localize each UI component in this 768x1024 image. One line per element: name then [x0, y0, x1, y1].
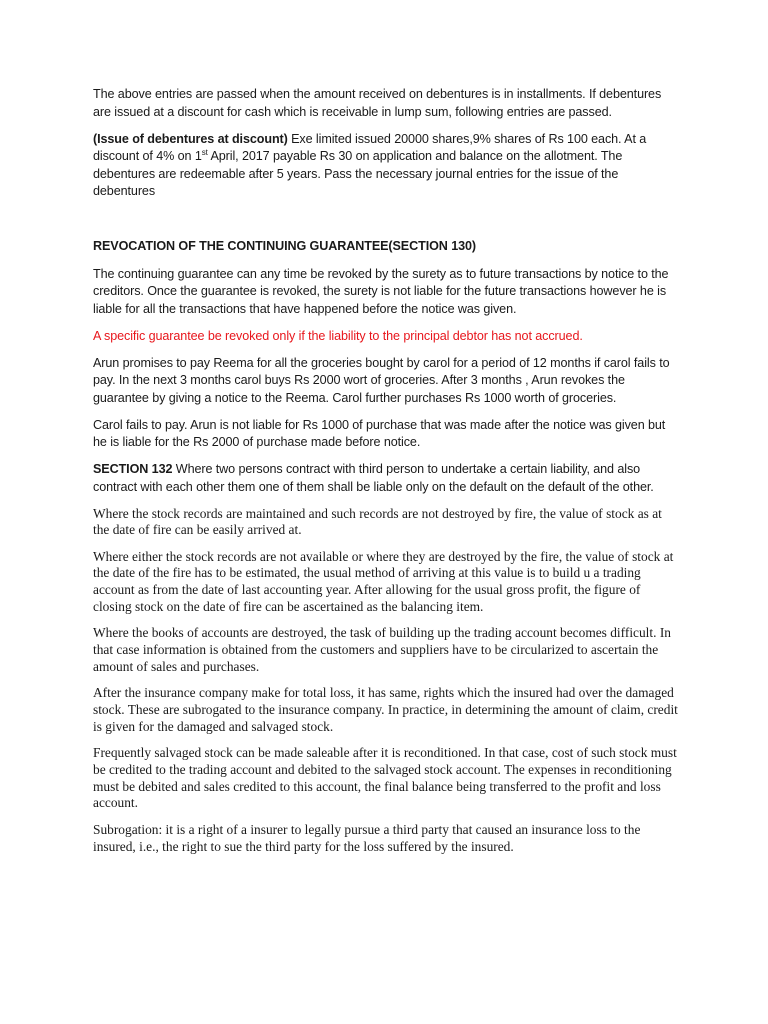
paragraph-insurance-total-loss: After the insurance company make for total loss, it has same, rights which the insured had over the damaged stock. These are subrogated to the insurance company. In practice, in determining the amount of claim, credit is given for the damaged and salvaged stock. — [93, 685, 678, 734]
paragraph-stock-records-destroyed: Where either the stock records are not available or where they are destroyed by the fire, the value of stock at the date of the fire has to be estimated, the usual method of arriving at this value is to build u a trading account as from the date of last accounting year. After allowing for the usual gross profit, the figure of closing stock on the date of fire can be ascertained as the balancing item. — [93, 548, 674, 614]
paragraph-subrogation: Subrogation: it is a right of a insurer to legally pursue a third party that caused an insurance loss to the insured, i.e., the right to sue the third party for the loss suffered by the insured. — [93, 821, 641, 854]
example-text-a: Exe limited issued 20000 shares,9% shares of Rs 100 each. At a discount of 4% on 1 — [93, 131, 647, 163]
document-body — [93, 86, 678, 865]
paragraph-installments: The above entries are passed when the amount received on debentures is in installments. If debentures are issued at a discount for cash which is receivable in lump sum, following entries are passed. — [93, 87, 662, 119]
paragraph-arun-example: Arun promises to pay Reema for all the groceries bought by carol for a period of 12 months if carol fails to pay. In the next 3 months carol buys Rs 2000 wort of groceries. After 3 months , Arun revokes the guarantee by giving a notice to the Reema. Carol further purchases Rs 1000 worth of groceries. — [93, 355, 670, 405]
paragraph-books-destroyed: Where the books of accounts are destroyed, the task of building up the trading account becomes difficult. In that case information is obtained from the customers and suppliers have to be circularized to ascertain the amount of sales and purchases. — [93, 625, 671, 674]
paragraph-carol-fails: Carol fails to pay. Arun is not liable for Rs 1000 of purchase that was made after the notice was given but he is liable for the Rs 2000 of purchase made before notice. — [93, 417, 666, 449]
example-title: (Issue of debentures at discount) — [93, 131, 288, 146]
ordinal-suffix: st — [201, 147, 208, 157]
section-heading-revocation: REVOCATION OF THE CONTINUING GUARANTEE(SECTION 130) — [93, 239, 476, 253]
paragraph-debenture-discount-example — [93, 131, 678, 201]
section-132-text: Where two persons contract with third person to undertake a certain liability, and also contract with each other them one of them shall be liable only on the default on the default of the other. — [93, 462, 654, 494]
paragraph-stock-records-maintained: Where the stock records are maintained and such records are not destroyed by fire, the value of stock as at the date of fire can be easily arrived at. — [93, 505, 662, 538]
paragraph-section-132 — [93, 461, 678, 496]
example-text-b: April, 2017 payable Rs 30 on application and balance on the allotment. The debentures are redeemable after 5 years. Pass the necessary journal entries for the issue of the debentures — [93, 149, 623, 198]
paragraph-salvaged-stock: Frequently salvaged stock can be made saleable after it is reconditioned. In that case, cost of such stock must be credited to the trading account and debited to the salvaged stock account. The expenses in reconditioning must be debited and sales credited to this account, the final balance being transferred to the profit and loss account. — [93, 745, 677, 811]
paragraph-specific-guarantee-highlight: A specific guarantee be revoked only if the liability to the principal debtor has not accrued. — [93, 328, 583, 343]
section-spacer — [93, 210, 678, 238]
section-132-label: SECTION 132 — [93, 462, 173, 476]
paragraph-continuing-guarantee: The continuing guarantee can any time be revoked by the surety as to future transactions by notice to the creditors. Once the guarantee is revoked, the surety is not liable for the future transactions however he is liable for all the transactions that have happened before the notice was given. — [93, 266, 669, 316]
